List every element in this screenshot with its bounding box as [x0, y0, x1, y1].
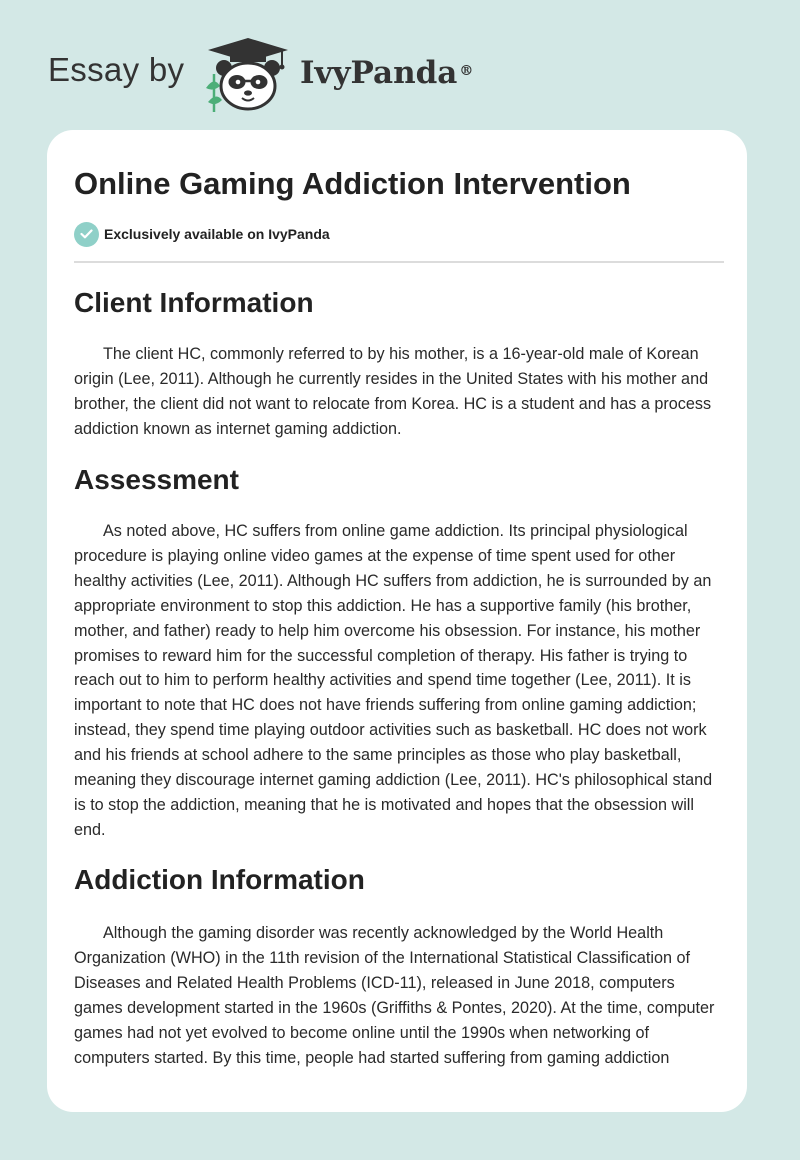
section-text-addiction-information: Although the gaming disorder was recently acknowledged by the World Health Organization (WHO) in the 11th revision of the International Statistical Classification of Diseases and Related Health Problems (ICD-11), released in June 2018, computers games development started in the 1960s (Griffiths & Pontes, 2020). At the time, computer games had not yet evolved to become online until the 1990s when networking of computers started. By this time, people had started suffering from gaming addiction [74, 924, 715, 1067]
brand-name[interactable] [300, 53, 473, 93]
essay-card [47, 130, 747, 1112]
site-header [0, 0, 800, 130]
divider [74, 261, 724, 263]
badge-label: Exclusively available on IvyPanda [104, 226, 330, 242]
section-heading-assessment: Assessment [74, 464, 239, 495]
check-icon [74, 222, 99, 247]
panda-logo-icon[interactable] [200, 36, 296, 112]
section-text-client-information: The client HC, commonly referred to by his mother, is a 16-year-old male of Korean origin (Lee, 2011). Although he currently resides in the United States with his mother and brother, the client did not want to relocate from Korea. HC is a student and has a process addiction known as internet gaming addiction. [74, 345, 712, 438]
page-title: Online Gaming Addiction Intervention [74, 166, 631, 201]
registered-mark: ® [459, 63, 474, 79]
section-text-assessment: As noted above, HC suffers from online game addiction. Its principal physiological procedure is playing online video games at the expense of time spent used for other healthy activities (Lee, 2011). Although HC suffers from addiction, he is surrounded by an appropriate environment to stop this addiction. He has a supportive family (his brother, mother, and father) ready to help him overcome his obsession. For instance, his mother promises to reward him for the successful completion of therapy. His father is trying to reach out to him to perform healthy activities and spend time together (Lee, 2011). It is important to note that HC does not have friends suffering from online gaming addiction; instead, they spend time playing outdoor activities such as basketball. HC does not work and his friends at school adhere to the same principles as those who play basketball, meaning they discourage internet gaming addiction (Lee, 2011). HC's philosophical stand is to stop the addiction, meaning that he is motivated and hopes that the obsession will end. [74, 522, 713, 839]
section-heading-client-information: Client Information [74, 287, 314, 318]
exclusive-badge [74, 221, 330, 247]
brand-text: IvyPanda [300, 55, 458, 91]
essay-by-label: Essay by [48, 51, 185, 88]
section-heading-addiction-information: Addiction Information [74, 864, 365, 895]
